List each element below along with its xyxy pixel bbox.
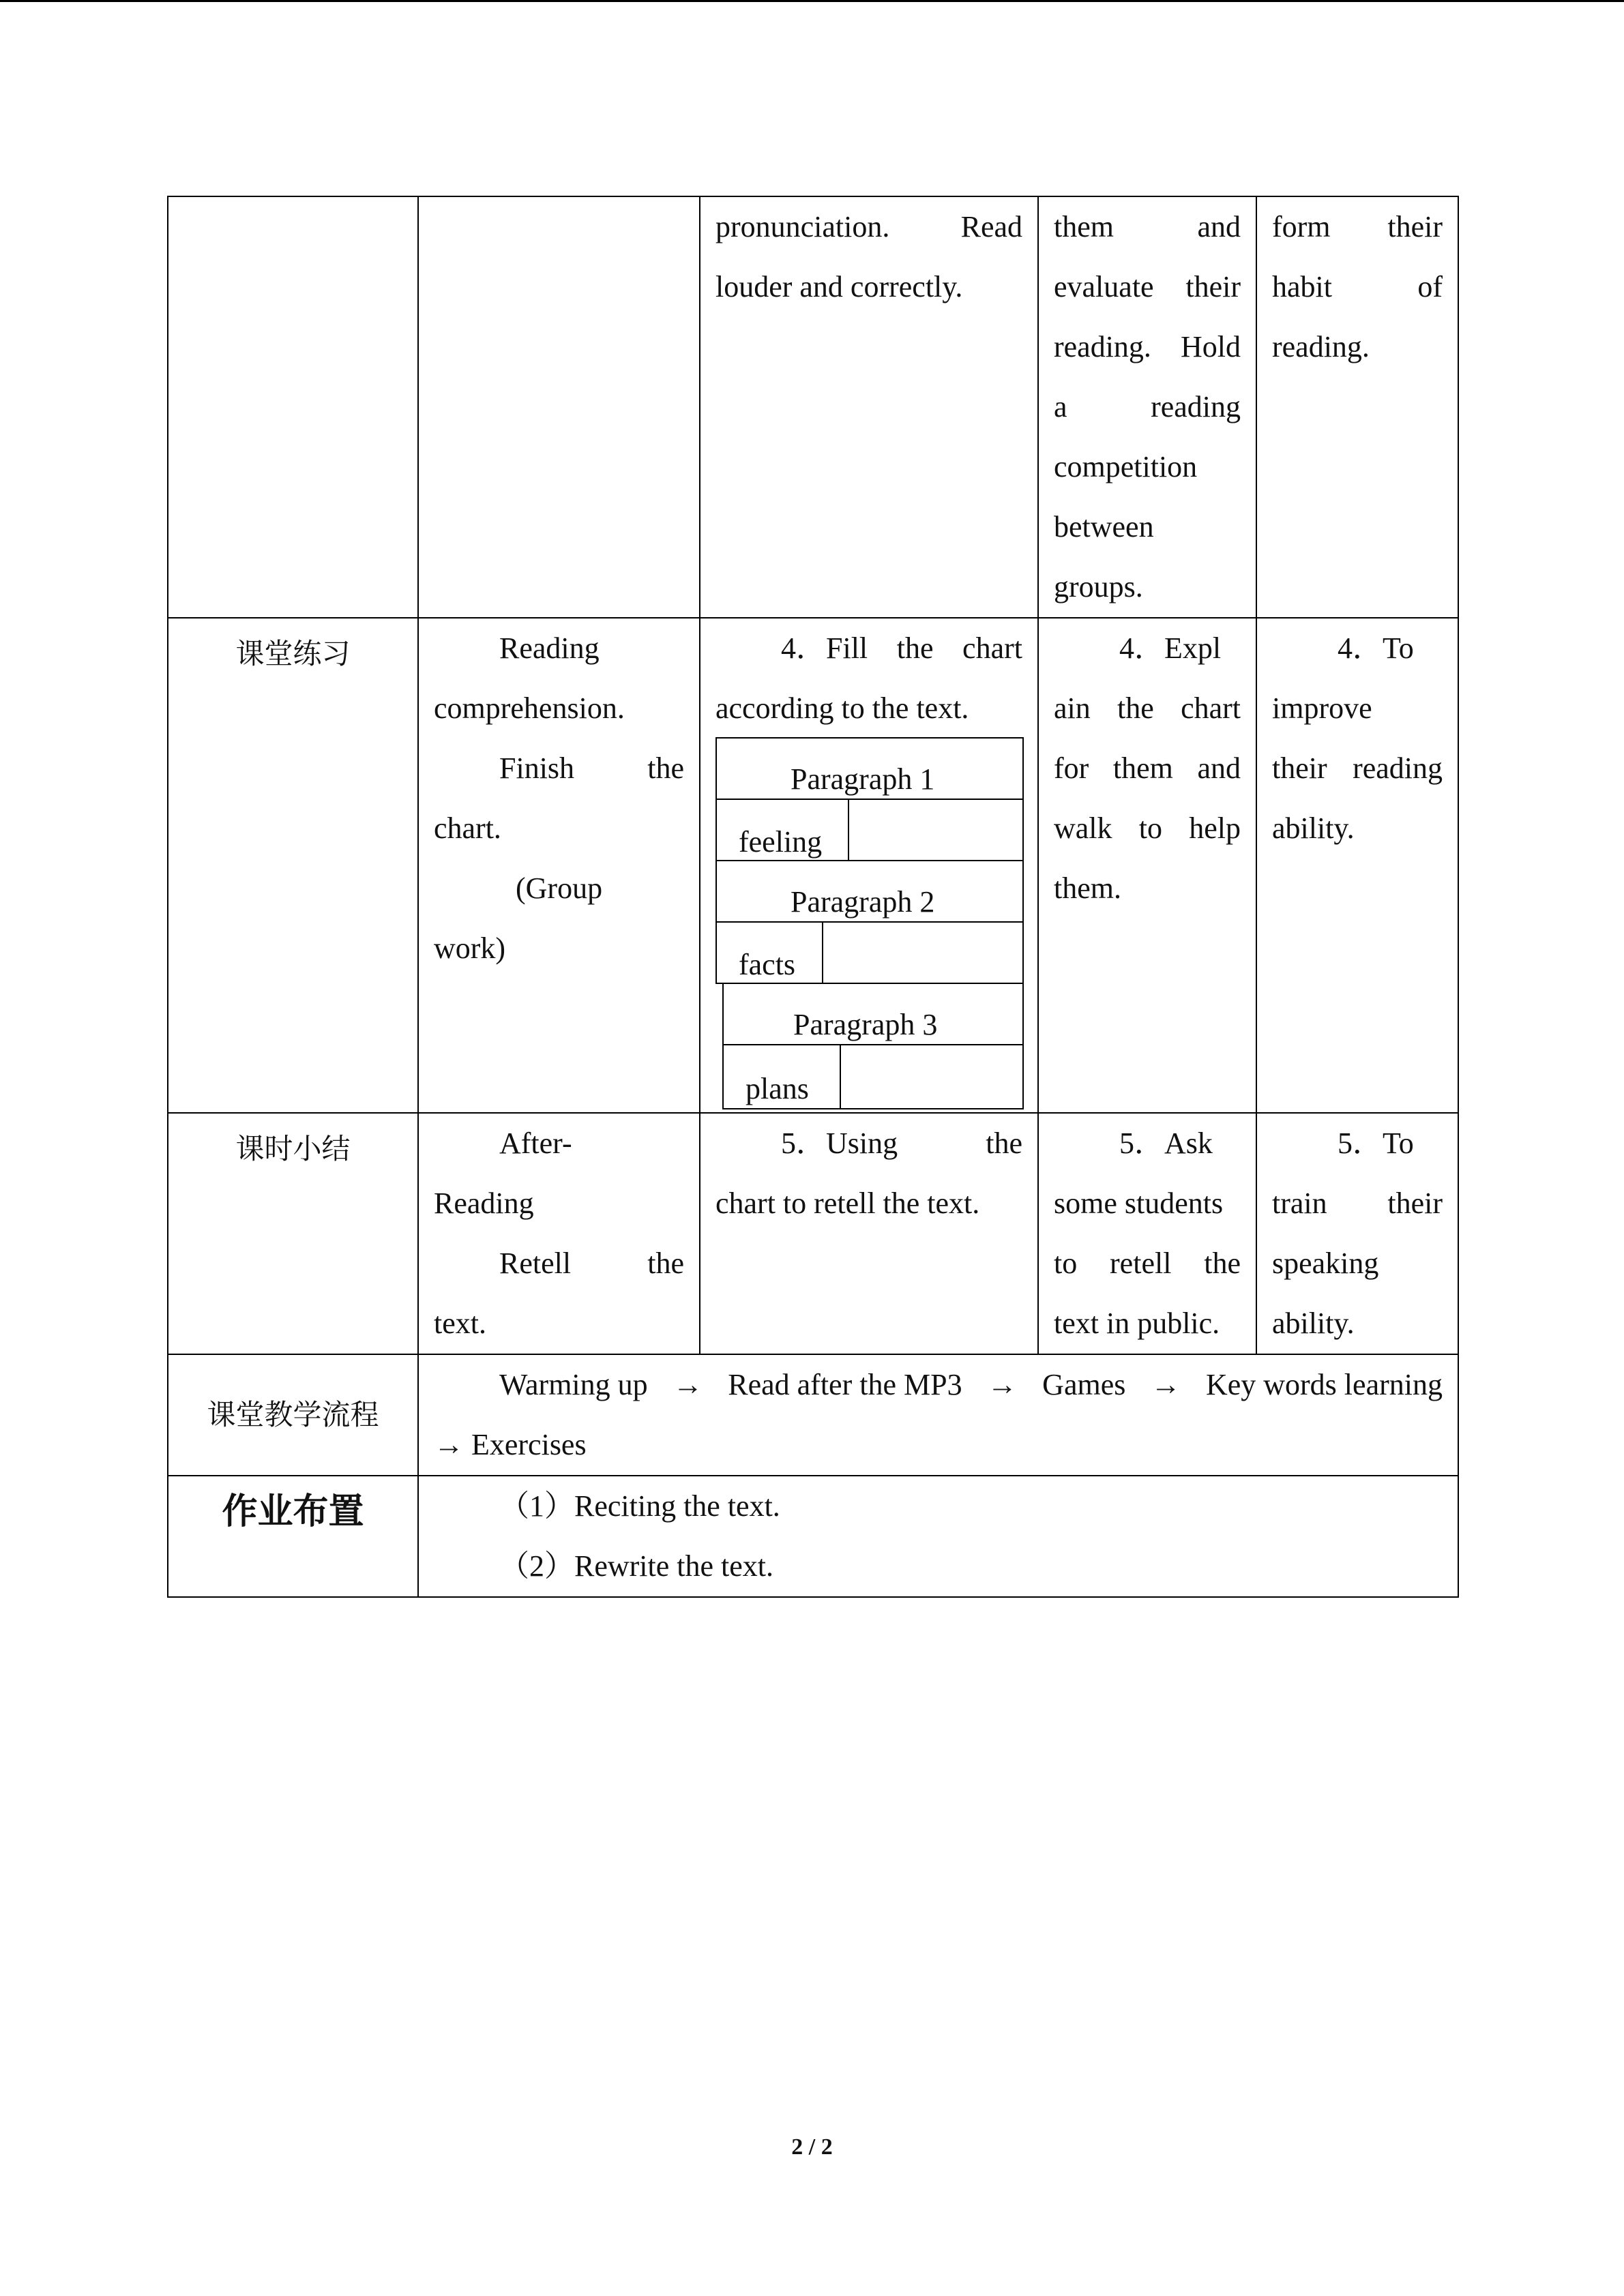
row-label-teaching-process: 课堂教学流程 — [168, 1354, 418, 1476]
cell-student-activity — [700, 618, 1038, 1113]
text-line: according to the text. — [715, 691, 969, 725]
cell-teacher-activity — [1038, 618, 1256, 1113]
text-word: → — [673, 1368, 703, 1401]
text-word: them — [1054, 210, 1114, 243]
cell-purpose — [1256, 1113, 1458, 1354]
text-word: reading. — [1054, 330, 1151, 363]
text-line: work) — [434, 931, 506, 965]
text-line: louder and correctly. — [715, 270, 963, 303]
text-word: their — [1387, 1187, 1443, 1220]
paragraph-chart — [715, 737, 1022, 1109]
chart-paragraph-1 — [715, 737, 1024, 800]
cell-student-activity — [700, 1113, 1038, 1354]
text-line: 4．Expl — [1119, 631, 1222, 665]
text-line: improve — [1272, 691, 1372, 725]
text-line: groups. — [1054, 570, 1143, 603]
text-word: reading — [1151, 390, 1241, 423]
text-line: ability. — [1272, 811, 1355, 845]
text-word: Key words learning — [1205, 1368, 1443, 1401]
text-word: the — [1117, 691, 1154, 725]
chart-plans-label-box — [722, 1044, 841, 1109]
row-label-homework: 作业布置 — [168, 1476, 418, 1597]
cell-purpose — [1256, 196, 1458, 618]
text-word: a — [1054, 390, 1067, 423]
text-word: their — [1185, 270, 1241, 303]
chart-paragraph-3-label: Paragraph 3 — [793, 1008, 938, 1041]
top-border-line — [0, 0, 1624, 2]
text-line: After- — [499, 1127, 572, 1160]
cell-activity — [418, 1113, 700, 1354]
cell-label-empty — [168, 196, 418, 618]
text-word: ain — [1054, 691, 1091, 725]
row-label-lesson-summary: 课时小结 — [168, 1113, 418, 1354]
homework-item: （2）Rewrite the text. — [499, 1549, 774, 1583]
text-line: 5．To — [1338, 1127, 1414, 1160]
text-word: the — [896, 631, 934, 665]
text-word: them — [1112, 751, 1173, 785]
cell-homework — [418, 1476, 1458, 1597]
text-word: walk — [1054, 811, 1112, 845]
text-line: text in public. — [1054, 1307, 1220, 1340]
chart-facts-label: facts — [739, 948, 796, 981]
chart-feeling-blank[interactable] — [848, 799, 1024, 861]
text-word: Finish — [499, 751, 575, 785]
text-line: Reading — [434, 1187, 534, 1220]
chart-plans-label: plans — [745, 1072, 809, 1105]
cell-teacher-activity — [1038, 1113, 1256, 1354]
text-word: evaluate — [1054, 270, 1154, 303]
text-line: between — [1054, 510, 1154, 543]
text-word: to — [1138, 811, 1162, 845]
cell-activity-empty — [418, 196, 700, 618]
table-row — [168, 1354, 1458, 1476]
chart-feeling-label-box — [715, 799, 849, 861]
text-word: their — [1387, 210, 1443, 243]
text-line: 4．To — [1338, 631, 1414, 665]
text-line: some students — [1054, 1187, 1224, 1220]
text-word: Games — [1042, 1368, 1126, 1401]
homework-item: （1）Reciting the text. — [499, 1489, 780, 1523]
text-word: chart — [962, 631, 1022, 665]
cell-purpose — [1256, 618, 1458, 1113]
text-word: the — [647, 1247, 684, 1280]
page-number: 2 / 2 — [791, 2134, 833, 2160]
text-word: chart — [1181, 691, 1241, 725]
text-line: speaking — [1272, 1247, 1379, 1280]
text-word: Retell — [499, 1247, 572, 1280]
chart-paragraph-3 — [722, 983, 1024, 1045]
text-word: Warming up — [499, 1368, 648, 1401]
text-line: comprehension. — [434, 691, 625, 725]
text-line: chart. — [434, 811, 501, 845]
row-label-classroom-practice: 课堂练习 — [168, 618, 418, 1113]
table-row — [168, 1476, 1458, 1597]
text-line: (Group — [516, 871, 603, 905]
text-word: their — [1272, 751, 1327, 785]
chart-paragraph-1-label: Paragraph 1 — [791, 762, 935, 796]
text-line: pronunciation. — [715, 210, 890, 243]
text-word: help — [1189, 811, 1241, 845]
chart-facts-label-box — [715, 921, 823, 984]
table-row — [168, 618, 1458, 1113]
chart-paragraph-2-label: Paragraph 2 — [791, 885, 935, 919]
text-word: and — [1197, 210, 1241, 243]
text-word: Hold — [1181, 330, 1241, 363]
text-line: competition — [1054, 450, 1198, 483]
cell-activity — [418, 618, 700, 1113]
text-word: → — [1151, 1368, 1181, 1401]
text-word: form — [1272, 210, 1331, 243]
chart-facts-blank[interactable] — [822, 921, 1024, 984]
cell-teacher-activity — [1038, 196, 1256, 618]
text-word: for — [1054, 751, 1089, 785]
text-word: the — [1204, 1247, 1241, 1280]
text-word: Read after the MP3 — [728, 1368, 962, 1401]
text-word: habit — [1272, 270, 1332, 303]
text-word: → — [987, 1368, 1018, 1401]
table-row — [168, 196, 1458, 618]
cell-student-activity — [700, 196, 1038, 618]
text-word: train — [1272, 1187, 1327, 1220]
text-word: reading — [1353, 751, 1443, 785]
text-line: Read — [960, 210, 1022, 243]
chart-paragraph-2 — [715, 860, 1024, 923]
text-line: ability. — [1272, 1307, 1355, 1340]
text-line: → Exercises — [434, 1428, 587, 1461]
table-row — [168, 1113, 1458, 1354]
lesson-plan-table — [167, 196, 1459, 1598]
text-word: to — [1054, 1247, 1078, 1280]
text-word: of — [1417, 270, 1443, 303]
text-word: 4．Fill — [781, 631, 868, 665]
chart-plans-blank[interactable] — [840, 1044, 1024, 1109]
text-line: chart to retell the text. — [715, 1187, 980, 1220]
text-word: the — [986, 1127, 1022, 1160]
text-word: 5．Using — [781, 1127, 898, 1160]
text-line: 5．Ask — [1119, 1127, 1213, 1160]
text-line: them. — [1054, 871, 1121, 905]
cell-teaching-process — [418, 1354, 1458, 1476]
chart-feeling-label: feeling — [739, 825, 823, 859]
text-line: reading. — [1272, 330, 1370, 363]
text-line: text. — [434, 1307, 486, 1340]
text-word: retell — [1110, 1247, 1172, 1280]
text-word: and — [1197, 751, 1241, 785]
text-word: the — [647, 751, 684, 785]
text-line: Reading — [499, 631, 600, 665]
